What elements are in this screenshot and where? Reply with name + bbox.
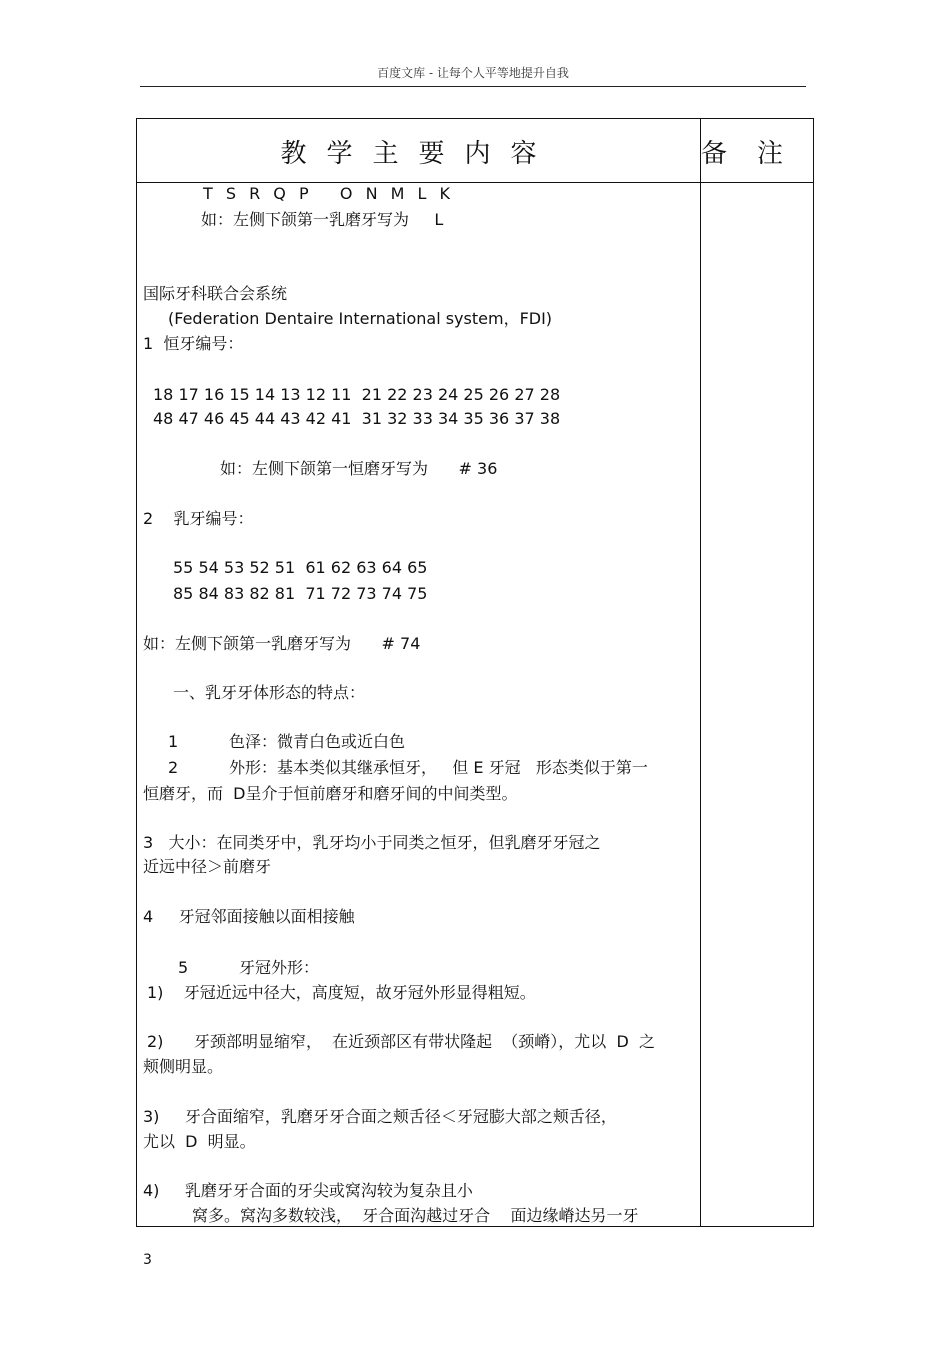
text-line: 如：左侧下颌第一恒磨牙写为 # 36	[220, 459, 498, 478]
text-line: 4 牙冠邻面接触以面相接触	[143, 907, 355, 926]
main-content-heading: 教学主要内容	[280, 139, 557, 169]
text-line: 1 色泽：微青白色或近白色	[168, 732, 406, 751]
text-line: 尤以 D 明显。	[143, 1132, 256, 1151]
text-line: 1 恒牙编号：	[143, 334, 244, 353]
primary-tooth-letters: T S R Q P O N M L K	[203, 184, 455, 203]
text-line: 3) 牙合面缩窄，乳磨牙牙合面之颊舌径＜牙冠膨大部之颊舌径，	[143, 1107, 617, 1126]
text-line: 近远中径＞前磨牙	[143, 857, 272, 876]
page-header: 百度文库 - 让每个人平等地提升自我	[377, 66, 569, 80]
header-row-rule	[137, 182, 813, 183]
header-rule	[140, 86, 806, 87]
permanent-upper-numbers: 18 17 16 15 14 13 12 11 21 22 23 24 25 26 27 28	[153, 385, 561, 404]
text-line: 恒磨牙，而 D呈介于恒前磨牙和磨牙间的中间类型。	[143, 784, 518, 803]
text-line: 2 外形：基本类似其继承恒牙， 但 E 牙冠 形态类似于第一	[168, 758, 648, 777]
text-line: (Federation Dentaire International system，FDI)	[168, 309, 553, 328]
text-line: 窝多。窝沟多数较浅， 牙合面沟越过牙合 面边缘嵴达另一牙	[192, 1206, 639, 1225]
permanent-lower-numbers: 48 47 46 45 44 43 42 41 31 32 33 34 35 36 37 38	[153, 409, 561, 428]
section-heading: 国际牙科联合会系统	[143, 284, 288, 303]
text-line: 2) 牙颈部明显缩窄， 在近颈部区有带状隆起 （颈嵴），尤以 D 之	[147, 1032, 655, 1051]
column-divider	[700, 119, 701, 1226]
notes-heading: 备注	[701, 139, 814, 169]
text-line: 5 牙冠外形：	[178, 958, 320, 977]
text-line: 1) 牙冠近远中径大，高度短，故牙冠外形显得粗短。	[147, 983, 536, 1002]
text-line: 3 大小：在同类牙中，乳牙均小于同类之恒牙，但乳磨牙牙冠之	[143, 833, 601, 852]
text-line: 2 乳牙编号：	[143, 509, 254, 528]
page-number: 3	[143, 1252, 152, 1268]
text-line: 颊侧明显。	[143, 1057, 224, 1076]
text-line: 如：左侧下颌第一乳磨牙写为 # 74	[143, 634, 421, 653]
primary-upper-numbers: 55 54 53 52 51 61 62 63 64 65	[173, 558, 428, 577]
text-line: 如：左侧下颌第一乳磨牙写为 L	[201, 210, 444, 229]
text-line: 4) 乳磨牙牙合面的牙尖或窝沟较为复杂且小	[143, 1181, 473, 1200]
primary-lower-numbers: 85 84 83 82 81 71 72 73 74 75	[173, 584, 428, 603]
section-heading: 一、乳牙牙体形态的特点：	[173, 683, 366, 702]
